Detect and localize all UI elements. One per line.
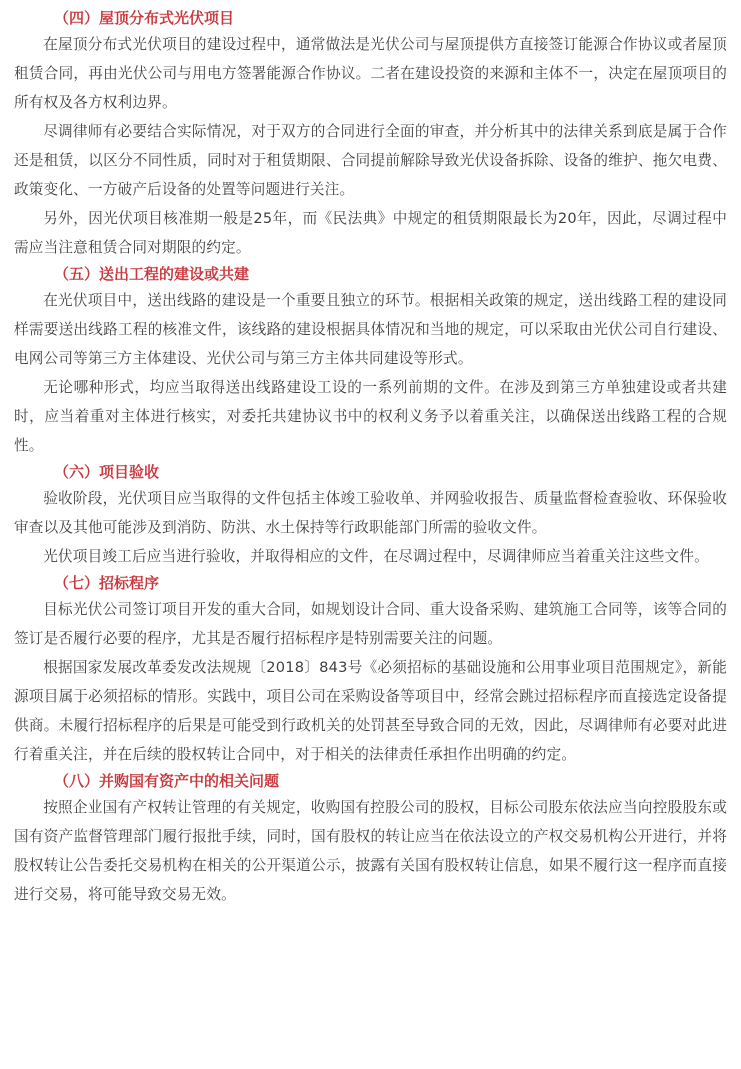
paragraph: 光伏项目竣工后应当进行验收，并取得相应的文件，在尽调过程中，尽调律师应当着重关注这些文件。 — [43, 548, 709, 565]
paragraph: 无论哪种形式，均应当取得送出线路建设工设的一系列前期的文件。在涉及到第三方单独建设或者共建时，应当着重对主体进行核实，对委托共建协议书中的权利义务予以着重关注，以确保送出线路工程的合规性。 — [14, 379, 727, 454]
section-heading-transmission-line: （五）送出工程的建设或共建 — [54, 265, 250, 283]
paragraph: 另外，因光伏项目核准期一般是25年，而《民法典》中规定的租赁期限最长为20年，因此，尽调过程中需应当注意租赁合同对期限的约定。 — [14, 210, 727, 256]
paragraph: 在屋顶分布式光伏项目的建设过程中，通常做法是光伏公司与屋顶提供方直接签订能源合作协议或者屋顶租赁合同，再由光伏公司与用电方签署能源合作协议。二者在建设投资的来源和主体不一，决定在屋顶项目的所有权及各方权利边界。 — [14, 36, 727, 111]
paragraph: 在光伏项目中，送出线路的建设是一个重要且独立的环节。根据相关政策的规定，送出线路工程的建设同样需要送出线路工程的核准文件，该线路的建设根据具体情况和当地的规定，可以采取由光伏公司自行建设、电网公司等第三方主体建设、光伏公司与第三方主体共同建设等形式。 — [14, 292, 727, 367]
section-heading-state-assets: （八）并购国有资产中的相关问题 — [54, 772, 280, 790]
section-heading-acceptance: （六）项目验收 — [54, 463, 160, 481]
section-heading-rooftop-pv: （四）屋顶分布式光伏项目 — [54, 9, 235, 27]
paragraph: 尽调律师有必要结合实际情况，对于双方的合同进行全面的审查，并分析其中的法律关系到底是属于合作还是租赁，以区分不同性质，同时对于租赁期限、合同提前解除导致光伏设备拆除、设备的维护、拖欠电费、政策变化、一方破产后设备的处置等问题进行关注。 — [14, 123, 727, 198]
paragraph: 验收阶段，光伏项目应当取得的文件包括主体竣工验收单、并网验收报告、质量监督检查验收、环保验收审查以及其他可能涉及到消防、防洪、水土保持等行政职能部门所需的验收文件。 — [14, 490, 727, 536]
paragraph: 按照企业国有产权转让管理的有关规定，收购国有控股公司的股权，目标公司股东依法应当向控股股东或国有资产监督管理部门履行报批手续，同时，国有股权的转让应当在依法设立的产权交易机构公开进行，并将股权转让公告委托交易机构在相关的公开渠道公示，披露有关国有股权转让信息，如果不履行这一程序而直接进行交易，将可能导致交易无效。 — [14, 799, 727, 903]
section-heading-bidding: （七）招标程序 — [54, 574, 160, 592]
paragraph: 目标光伏公司签订项目开发的重大合同，如规划设计合同、重大设备采购、建筑施工合同等，该等合同的签订是否履行必要的程序，尤其是否履行招标程序是特别需要关注的问题。 — [14, 601, 727, 647]
paragraph: 根据国家发展改革委发改法规规〔2018〕843号《必须招标的基础设施和公用事业项目范围规定》，新能源项目属于必须招标的情形。实践中，项目公司在采购设备等项目中，经常会跳过招标程序而直接选定设备提供商。未履行招标程序的后果是可能受到行政机关的处罚甚至导致合同的无效，因此，尽调律师有必要对此进行着重关注，并在后续的股权转让合同中，对于相关的法律责任承担作出明确的约定。 — [14, 659, 727, 763]
